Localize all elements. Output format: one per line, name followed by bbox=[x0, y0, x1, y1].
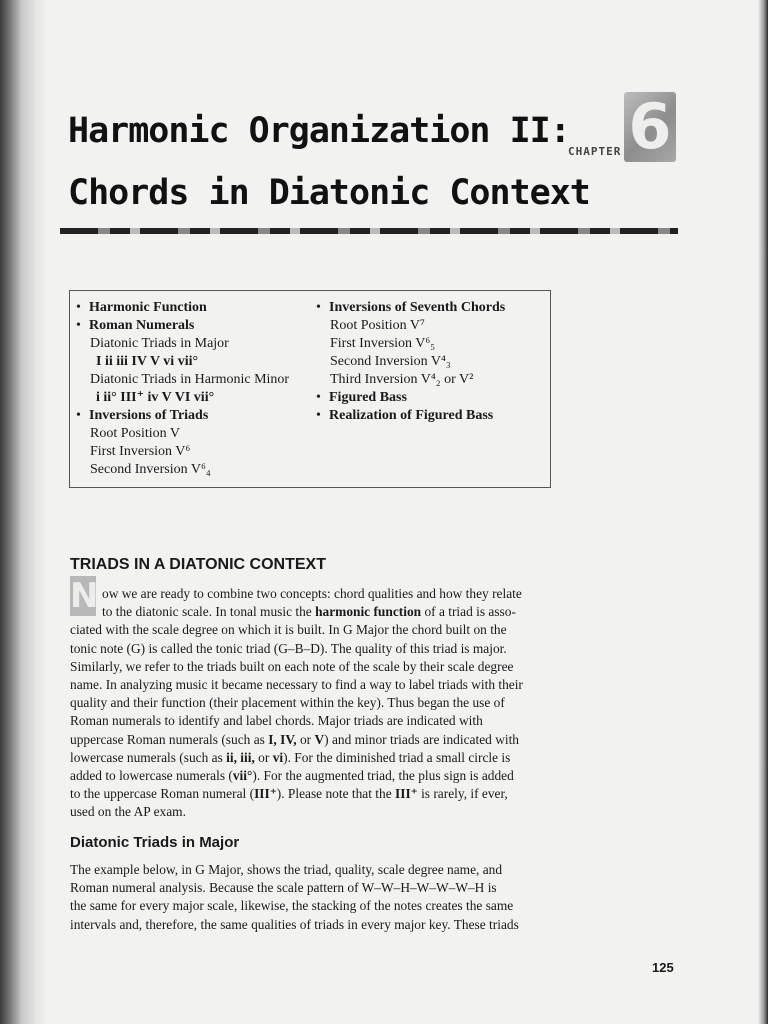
body-paragraph-1 bbox=[70, 585, 523, 822]
contents-topic: • Figured Bass bbox=[316, 389, 505, 407]
text-line: tonic note (G) is called the tonic triad (G–B–D). The quality of this triad is major. bbox=[70, 640, 507, 656]
text-line: name. In analyzing music it became necessary to find a way to label triads with their bbox=[70, 677, 523, 693]
drop-cap: N bbox=[70, 576, 99, 616]
contents-column-left bbox=[76, 299, 289, 479]
text-line: Roman numerals to identify and label chords. Major triads are indicated with bbox=[70, 713, 483, 729]
text-line: added to lowercase numerals (vii°). For the augmented triad, the plus sign is added bbox=[70, 768, 514, 784]
chapter-title bbox=[68, 100, 590, 224]
chapter-number-badge: 6 bbox=[624, 92, 676, 162]
text-line: the same for every major scale, likewise, the stacking of the notes creates the same bbox=[70, 898, 514, 914]
contents-subtopic: i ii° III⁺ iv V VI vii° bbox=[96, 390, 215, 405]
contents-subtopic: Diatonic Triads in Major bbox=[90, 336, 229, 351]
text-line: quality and their function (their placement within the key). Thus began the use of bbox=[70, 695, 505, 711]
text-line: intervals and, therefore, the same qualities of triads in every major key. These triads bbox=[70, 916, 519, 932]
scan-right-edge bbox=[758, 0, 768, 1024]
contents-subtopic: Second Inversion V⁶₄ bbox=[90, 462, 211, 477]
contents-topic: • Realization of Figured Bass bbox=[316, 407, 505, 425]
page-number: 125 bbox=[652, 960, 674, 975]
text-line: Roman numeral analysis. Because the scale pattern of W–W–H–W–W–W–H is bbox=[70, 880, 497, 896]
contents-subtopic: I ii iii IV V vi vii° bbox=[96, 354, 199, 369]
text-line: Similarly, we refer to the triads built on each note of the scale by their scale degree bbox=[70, 658, 514, 674]
scan-binding-shadow bbox=[0, 0, 48, 1024]
contents-subtopic: First Inversion V⁶ bbox=[90, 444, 191, 459]
contents-subtopic: Third Inversion V⁴₂ or V² bbox=[330, 372, 474, 387]
contents-topic: • Harmonic Function bbox=[76, 299, 289, 317]
chapter-contents-box bbox=[69, 290, 551, 488]
contents-subtopic: Root Position V⁷ bbox=[330, 318, 425, 333]
text-line: used on the AP exam. bbox=[70, 804, 186, 820]
contents-subtopic: Root Position V bbox=[90, 426, 180, 441]
text-line: ciated with the scale degree on which it is built. In G Major the chord built on the bbox=[70, 622, 507, 638]
contents-topic: • Roman Numerals bbox=[76, 317, 289, 335]
contents-subtopic: Second Inversion V⁴₃ bbox=[330, 354, 451, 369]
text-line: to the uppercase Roman numeral (III⁺). Please note that the III⁺ is rarely, if ever, bbox=[70, 786, 508, 802]
contents-topic: • Inversions of Seventh Chords bbox=[316, 299, 505, 317]
chapter-title-line-1: Harmonic Organization II: bbox=[68, 111, 570, 151]
contents-subtopic: Diatonic Triads in Harmonic Minor bbox=[90, 372, 290, 387]
title-rule bbox=[60, 228, 678, 234]
chapter-title-line-2: Chords in Diatonic Context bbox=[68, 173, 590, 213]
text-line: The example below, in G Major, shows the triad, quality, scale degree name, and bbox=[70, 862, 503, 877]
chapter-label: CHAPTER bbox=[568, 145, 622, 158]
text-line: ow we are ready to combine two concepts: chord qualities and how they relate bbox=[102, 586, 522, 601]
text-line: lowercase numerals (such as ii, iii, or vi). For the diminished triad a small circle is bbox=[70, 749, 511, 765]
contents-subtopic: First Inversion V⁶₅ bbox=[330, 336, 436, 351]
text-line: to the diatonic scale. In tonal music the harmonic function of a triad is asso- bbox=[102, 604, 516, 620]
section-heading: TRIADS IN A DIATONIC CONTEXT bbox=[70, 556, 326, 573]
text-line: uppercase Roman numerals (such as I, IV, or V) and minor triads are indicated with bbox=[70, 731, 520, 747]
body-paragraph-2 bbox=[70, 861, 519, 934]
contents-topic: • Inversions of Triads bbox=[76, 407, 289, 425]
contents-column-right bbox=[316, 299, 505, 425]
subsection-heading: Diatonic Triads in Major bbox=[70, 834, 240, 851]
